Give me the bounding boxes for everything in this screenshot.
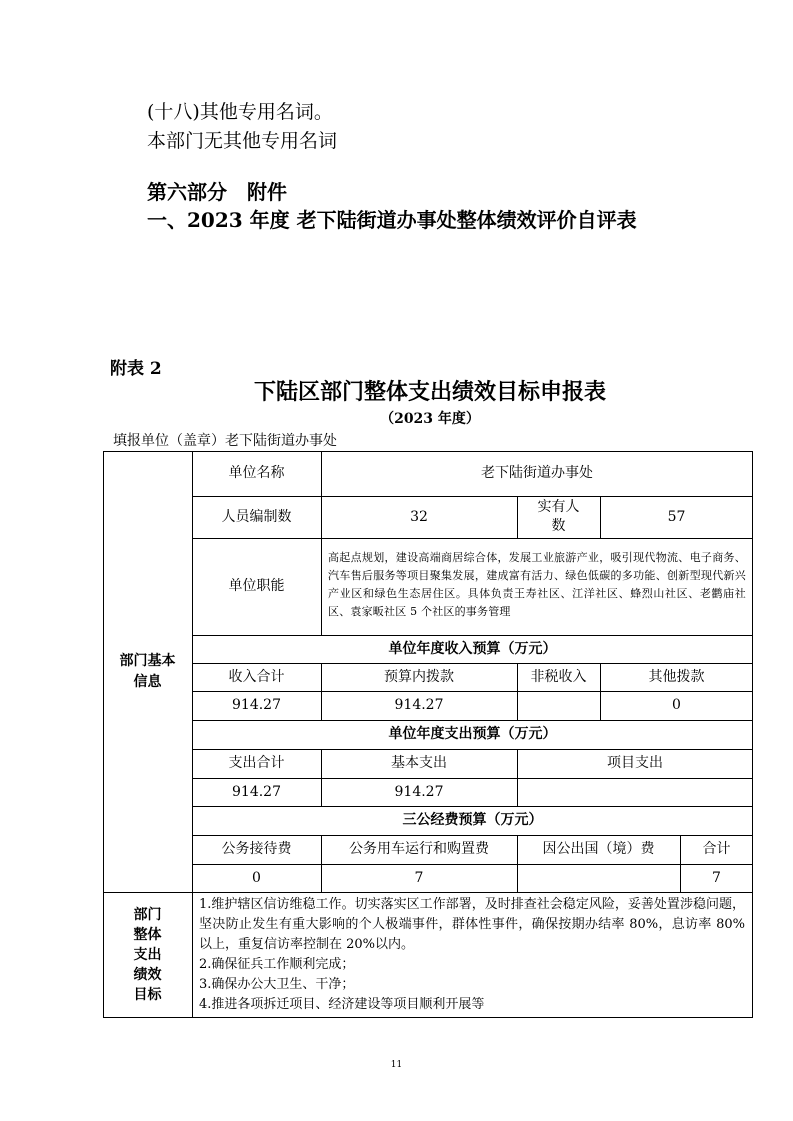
- no-special-terms-text: 本部门无其他专用名词: [147, 130, 338, 152]
- col-divider: [321, 538, 322, 635]
- income-col-other: 其他拨款: [648, 668, 705, 685]
- income-budget-header: 单位年度收入预算（万元）: [388, 640, 557, 657]
- unit-name-label: 单位名称: [228, 465, 285, 482]
- goal-item: 4.推进各项拆迁项目、经济建设等项目顺利开展等: [199, 997, 485, 1012]
- three-col-abroad: 因公出国（境）费: [542, 841, 655, 858]
- three-val-abroad: [517, 864, 680, 892]
- section-goals: 部门整体支出绩效目标: [133, 907, 162, 1003]
- expense-val-basic: 914.27: [394, 783, 444, 800]
- section-heading-18: (十八)其他专用名词。: [147, 101, 333, 123]
- duties-label: 单位职能: [228, 578, 285, 595]
- unit-name-value: 老下陆街道办事处: [481, 465, 593, 482]
- row-divider: [103, 892, 753, 893]
- attachment-one-heading: 一、2023 年度 老下陆街道办事处整体绩效评价自评表: [147, 208, 637, 232]
- three-val-total: 7: [712, 869, 721, 886]
- income-col-nontax: 非税收入: [530, 668, 587, 685]
- goal-item: 2.确保征兵工作顺利完成；: [199, 957, 355, 972]
- income-val-nontax: [517, 691, 600, 720]
- goal-item: 1.维护辖区信访维稳工作。切实落实区工作部署，及时排查社会稳定风险，妥善处置涉稳问题，坚决防止发生有重大影响的个人极端事件，群体性事件，确保按期办结率 80%，息访率 80%以上，重复信访率控制在 20%以内。: [199, 897, 745, 952]
- annex-label: 附表 2: [110, 359, 162, 379]
- page-number: 11: [390, 1060, 403, 1070]
- filler-unit: 填报单位（盖章）老下陆街道办事处: [113, 433, 337, 449]
- staff-quota-label: 人员编制数: [221, 508, 292, 525]
- income-col-appropriation: 预算内拨款: [384, 668, 454, 685]
- income-val-other: 0: [672, 697, 681, 714]
- expense-val-project: [517, 778, 753, 806]
- section-basic-info: 部门基本信息: [119, 652, 176, 690]
- expense-col-basic: 基本支出: [391, 755, 447, 772]
- form-title: 下陆区部门整体支出绩效目标申报表: [253, 379, 606, 405]
- expense-budget-header: 单位年度支出预算（万元）: [388, 726, 557, 743]
- expense-val-total: 914.27: [232, 783, 281, 800]
- actual-staff-value: 57: [667, 508, 686, 525]
- three-val-reception: 0: [252, 869, 261, 886]
- goals-list: [199, 895, 745, 1015]
- expense-col-project: 项目支出: [607, 755, 663, 772]
- three-val-vehicle: 7: [414, 869, 424, 886]
- income-col-total: 收入合计: [228, 668, 285, 685]
- goal-item: 3.确保办公大卫生、干净；: [199, 977, 355, 992]
- staff-quota-value: 32: [410, 508, 428, 525]
- form-year: （2023 年度）: [380, 411, 480, 427]
- income-val-total: 914.27: [232, 697, 281, 714]
- actual-staff-label: 实有人数: [537, 499, 580, 534]
- three-col-reception: 公务接待费: [221, 841, 292, 858]
- expense-col-total: 支出合计: [228, 755, 285, 772]
- income-val-appropriation: 914.27: [394, 697, 444, 714]
- duties-text: 高起点规划，建设高端商居综合体，发展工业旅游产业，吸引现代物流、电子商务、汽车售后服务等项目聚集发展，建成富有活力、绿色低碳的多功能、创新型现代新兴产业区和绿色生态居住区。具体负责王寿社区、江洋社区、蜂烈山社区、老鹳庙社区、袁家畈社区 5 个社区的事务管理: [328, 551, 746, 618]
- three-col-total: 合计: [702, 841, 731, 858]
- part-six-heading: 第六部分 附件: [147, 180, 287, 204]
- three-public-header: 三公经费预算（万元）: [402, 812, 543, 829]
- three-col-vehicle: 公务用车运行和购置费: [349, 841, 489, 858]
